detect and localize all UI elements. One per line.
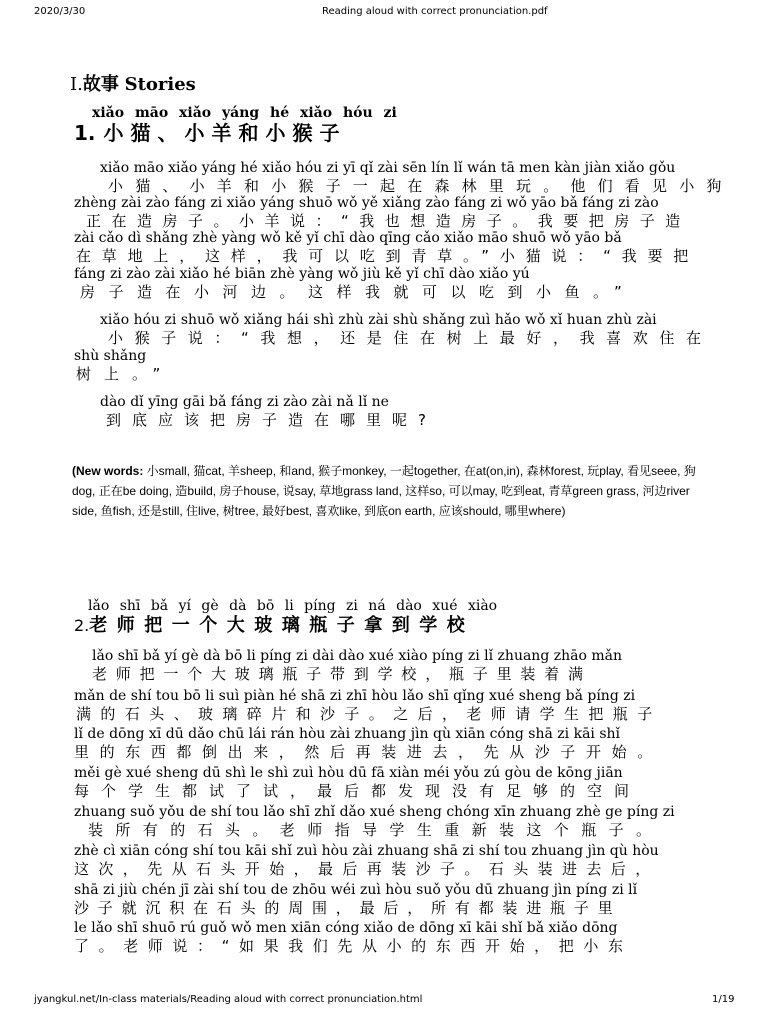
story1-pinyin-line: zài cǎo dì shǎng zhè yàng wǒ kě yǐ chī dào qīng cǎo xiǎo māo shuō wǒ yāo bǎ	[74, 230, 622, 246]
story1-pinyin-line: fáng zi zào zài xiǎo hé biān zhè yàng wǒ jiù kě yǐ chī dào xiǎo yú	[74, 266, 530, 282]
new-words-glossary	[72, 461, 706, 521]
story1-hanzi-line: 房子造在小河边。这样我就可以吃到小鱼。”	[80, 283, 636, 301]
story1-hanzi-line: 小猫、小羊和小猴子一起在森林里玩。他们看见小狗	[108, 177, 734, 195]
story1-pinyin-line: xiǎo māo xiǎo yáng hé xiǎo hóu zi yī qǐ zài sēn lín lǐ wán tā men kàn jiàn xiǎo gǒu	[100, 160, 676, 176]
new-words-label: (New words:	[72, 464, 144, 478]
footer-url: jyangkul.net/In-class materials/Reading aloud with correct pronunciation.html	[34, 994, 423, 1005]
story1-pinyin-line: zhèng zài zào fáng zi xiǎo yáng shuō wǒ yě xiǎng zào fáng zi wǒ yāo bǎ fáng zi zào	[74, 195, 659, 211]
story1-hanzi-line: 正在造房子。小羊说：“我也想造房子。我要把房子造	[86, 212, 691, 230]
story1-hanzi-line: 小猴子说：“我想，还是住在树上最好，我喜欢住在	[108, 329, 713, 347]
print-date: 2020/3/30	[34, 6, 86, 17]
story2-pinyin-line: mǎn de shí tou bō li suì piàn hé shā zi zhī hòu lǎo shī qǐng xué sheng bǎ píng zi	[74, 688, 636, 704]
story2-pinyin-line: lǎo shī bǎ yí gè dà bō li píng zi dài dào xué xiào píng zi lǐ zhuang zhāo mǎn	[92, 648, 622, 664]
story2-pinyin-line: zhè cì xiān cóng shí tou kāi shǐ zuì hòu zài zhuang shā zi shí tou zhuang jìn qù hòu	[74, 843, 659, 859]
story1-hanzi-line: 到底应该把房子造在哪里呢?	[106, 411, 437, 429]
story2-hanzi-line: 这次，先从石头开始，最后再装沙子。石头装进去后，	[74, 860, 660, 878]
new-words-list: 小small, 猫cat, 羊sheep, 和and, 猴子monkey, 一起together, 在at(on,in), 森林forest, 玩play, 看见seee, 狗dog, 正在be doing, 造build, 房子house, 说say, 草地grass land, 这样so, 可以may, 吃到eat, 青草green grass, 河边river side, 鱼fish, 还是still, 住live, 树tree, 最好best, 喜欢like, 到底on earth, 应该should, 哪里where)	[72, 464, 696, 518]
story2-hanzi-line: 装所有的石头。老师指导学生重新装这个瓶子。	[88, 821, 664, 839]
story1-hanzi-line: 树上。”	[76, 365, 174, 383]
section-number: I.	[70, 74, 83, 95]
story2-pinyin-line: shā zi jiù chén jī zài shí tou de zhōu wéi zuì hòu suǒ yǒu dū zhuang jìn píng zi lǐ	[74, 882, 638, 898]
story1-pinyin-line: shù shǎng	[74, 348, 147, 364]
story2-title	[74, 615, 474, 637]
section-title-cn: 故事	[82, 74, 119, 95]
story2-hanzi-line: 每个学生都试了试，最后都发现没有足够的空间	[74, 782, 642, 800]
story1-title-number: 1.	[74, 121, 96, 145]
story2-hanzi-line: 老师把一个大玻璃瓶子带到学校，瓶子里装着满	[92, 665, 592, 683]
story2-title-hanzi: 老师把一个大玻璃瓶子拿到学校	[89, 615, 475, 636]
story1-title	[74, 122, 347, 144]
story1-title-pinyin: xiǎo māo xiǎo yáng hé xiǎo hóu zi	[92, 105, 397, 121]
story2-pinyin-line: zhuang suǒ yǒu de shí tou lǎo shī zhǐ dǎo xué sheng chóng xīn zhuang zhè ge píng zi	[74, 804, 675, 820]
story2-title-pinyin: lǎo shī bǎ yí gè dà bō li píng zi ná dào xué xiào	[88, 598, 498, 614]
story2-hanzi-line: 里的东西都倒出来，然后再装进去，先从沙子开始。	[74, 743, 663, 761]
story1-pinyin-line: dào dǐ yīng gāi bǎ fáng zi zào zài nǎ lǐ ne	[100, 394, 389, 410]
document-title: Reading aloud with correct pronunciation.pdf	[322, 6, 548, 17]
story1-title-hanzi: 小猫、小羊和小猴子	[103, 121, 347, 145]
section-heading	[70, 70, 196, 96]
story2-pinyin-line: lǐ de dōng xī dū dǎo chū lái rán hòu zài zhuang jìn qù xiān cóng shā zi kāi shǐ	[74, 726, 621, 742]
section-title-en: Stories	[124, 74, 196, 95]
story1-pinyin-line: xiǎo hóu zi shuō wǒ xiǎng hái shì zhù zài shù shǎng zuì hǎo wǒ xǐ huan zhù zài	[100, 312, 657, 328]
story2-hanzi-line: 了。老师说：“如果我们先从小的东西开始，把小东	[74, 937, 633, 955]
story1-hanzi-line: 在草地上，这样，我可以吃到青草。”小猫说：“我要把	[76, 247, 700, 265]
story2-pinyin-line: le lǎo shī shuō rú guǒ wǒ men xiān cóng xiǎo de dōng xī kāi shǐ bǎ xiǎo dōng	[74, 920, 618, 936]
page-number: 1/19	[712, 994, 735, 1005]
story2-hanzi-line: 满的石头、玻璃碎片和沙子。之后，老师请学生把瓶子	[76, 705, 662, 723]
story2-hanzi-line: 沙子就沉积在石头的周围，最后，所有都装进瓶子里	[74, 899, 622, 917]
story2-title-number: 2.	[74, 616, 90, 635]
story2-pinyin-line: měi gè xué sheng dū shì le shì zuì hòu dū fā xiàn méi yǒu zú gòu de kōng jiān	[74, 765, 623, 781]
